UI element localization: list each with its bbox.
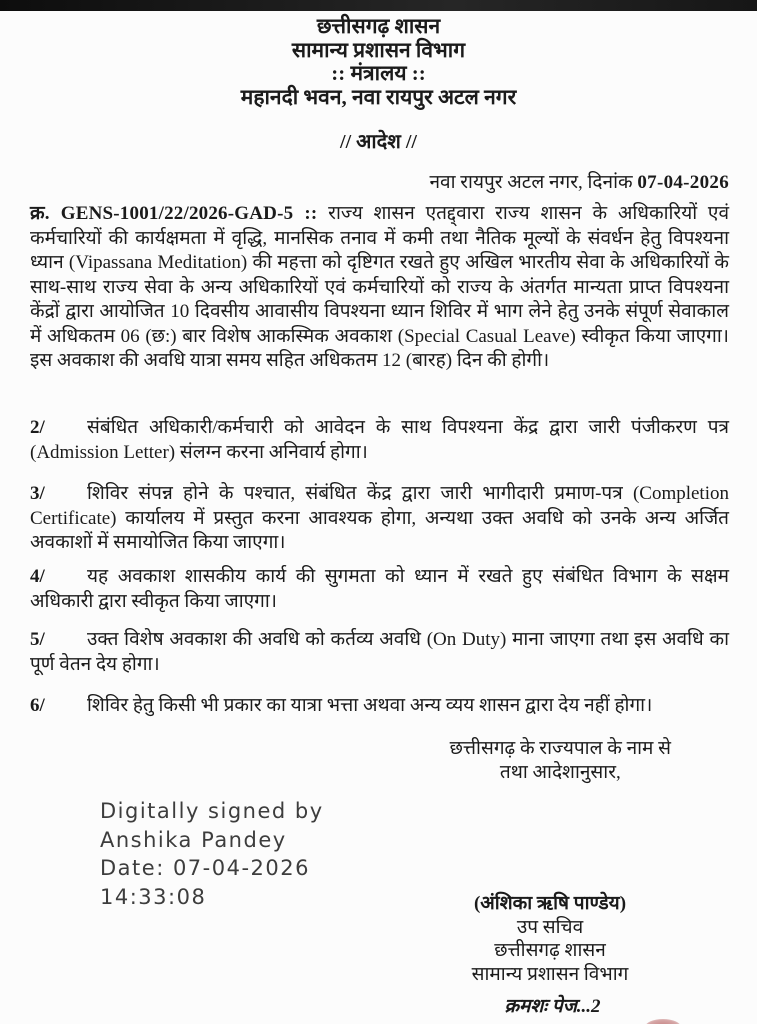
reference-number: क्र. GENS-1001/22/2026-GAD-5 ::	[30, 203, 318, 224]
signature-signer-name: Anshika Pandey	[100, 827, 287, 852]
signature-time: 14:33:08	[100, 884, 207, 909]
paragraph-1	[30, 202, 729, 374]
scan-edge-bar	[0, 0, 757, 11]
signature-date: Date: 07-04-2026	[100, 856, 310, 880]
place-date-line	[429, 168, 729, 194]
authority-block	[450, 737, 671, 784]
digital-signature-stamp	[100, 797, 324, 911]
paragraph-5-number: 5/	[30, 629, 45, 650]
order-title: // आदेश //	[340, 131, 417, 153]
authority-line-1: छत्तीसगढ़ के राज्यपाल के नाम से	[449, 738, 671, 759]
paragraph-6	[30, 694, 729, 719]
signatory-designation: उप सचिव	[516, 916, 584, 938]
order-date: 07-04-2026	[637, 172, 729, 193]
signature-signed-by-label: Digitally signed by	[100, 799, 324, 823]
red-mark-partial	[645, 1019, 681, 1024]
paragraph-2	[30, 416, 729, 465]
paragraph-6-number: 6/	[30, 695, 45, 716]
paragraph-4	[30, 565, 729, 614]
paragraph-4-number: 4/	[30, 566, 45, 587]
letterhead-mantralaya: :: मंत्रालय ::	[331, 61, 426, 85]
signatory-name: (अंशिका ऋषि पाण्डेय)	[473, 893, 627, 914]
place-label: नवा रायपुर अटल नगर, दिनांक	[429, 172, 638, 193]
paragraph-5	[30, 628, 729, 677]
paragraph-3-text: शिविर संपन्न होने के पश्चात, संबंधित केंद्र द्वारा जारी भागीदारी प्रमाण-पत्र (Completion Certificate) कार्यालय में प्रस्तुत करना आवश्यक होगा, अन्यथा उक्त अवधि को उनके अन्य अर्जित अवकाशों में समायोजित किया जाएगा।	[30, 483, 729, 553]
page-continuation-note: क्रमशः पेज...2	[504, 996, 601, 1017]
letterhead-address: महानदी भवन, नवा रायपुर अटल नगर	[240, 84, 517, 109]
paragraph-2-text: संबंधित अधिकारी/कर्मचारी को आवेदन के साथ विपश्यना केंद्र द्वारा जारी पंजीकरण पत्र (Admission Letter) संलग्न करना अनिवार्य होगा।	[30, 417, 729, 463]
signatory-block	[400, 892, 700, 986]
paragraph-1-text: राज्य शासन एतद्द्वारा राज्य शासन के अधिकारियों एवं कर्मचारियों की कार्यक्षमता में वृद्धि, मानसिक तनाव में कमी तथा नैतिक मूल्यों के संवर्धन हेतु विपश्यना ध्यान (Vipassana Meditation) की महत्ता को दृष्टिगत रखते हुए अखिल भारतीय सेवा के अधिकारियों के साथ-साथ राज्य सेवा के अन्य अधिकारियों एवं कर्मचारियों को राज्य के अंतर्गत मान्यता प्राप्त विपश्यना केंद्रों द्वारा आयोजित 10 दिवसीय आवासीय विपश्यना ध्यान शिविर में भाग लेने हेतु उनके संपूर्ण सेवाकाल में अधिकतम 06 (छ:) बार विशेष आकस्मिक अवकाश (Special Casual Leave) स्वीकृत किया जाएगा। इस अवकाश की अवधि यात्रा समय सहित अधिकतम 12 (बारह) दिन की होगी।	[30, 203, 730, 371]
authority-line-2: तथा आदेशानुसार,	[499, 761, 621, 783]
paragraph-5-text: उक्त विशेष अवकाश की अवधि को कर्तव्य अवधि (On Duty) माना जाएगा तथा इस अवधि का पूर्ण वेतन देय होगा।	[30, 629, 729, 675]
signatory-government: छत्तीसगढ़ शासन	[494, 940, 606, 961]
paragraph-3-number: 3/	[30, 483, 45, 504]
signatory-department: सामान्य प्रशासन विभाग	[471, 963, 629, 985]
paragraph-3	[30, 482, 729, 556]
paragraph-4-text: यह अवकाश शासकीय कार्य की सुगमता को ध्यान में रखते हुए संबंधित विभाग के सक्षम अधिकारी द्वारा स्वीकृत किया जाएगा।	[30, 566, 729, 612]
letterhead	[0, 15, 757, 109]
letterhead-department: सामान्य प्रशासन विभाग	[291, 37, 466, 62]
paragraph-2-number: 2/	[30, 417, 45, 438]
letterhead-government: छत्तीसगढ़ शासन	[316, 14, 441, 38]
paragraph-6-text: शिविर हेतु किसी भी प्रकार का यात्रा भत्ता अथवा अन्य व्यय शासन द्वारा देय नहीं होगा।	[87, 695, 653, 716]
